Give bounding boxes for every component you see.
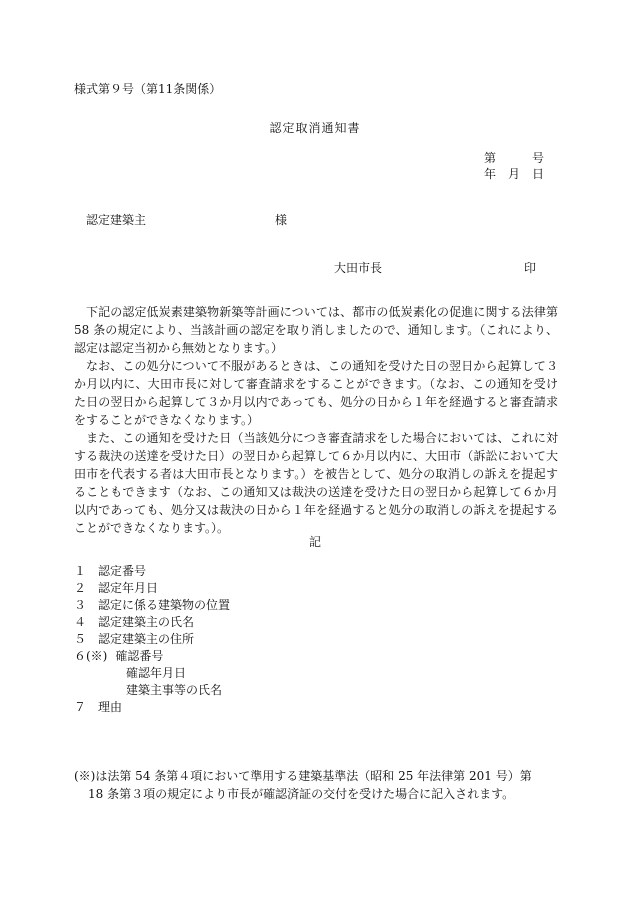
item-label: 建築主事等の氏名 [126, 683, 223, 697]
list-item [74, 563, 230, 580]
item-label: 理由 [98, 700, 123, 714]
document-number: 第 号 [484, 151, 545, 165]
document-title: 認定取消通知書 [269, 121, 361, 135]
list-item [74, 699, 230, 716]
seal-mark: 印 [524, 261, 537, 275]
addressee-label: 認定建築主 [86, 213, 147, 227]
footnote-line: 18 条第３項の規定により市長が確認済証の交付を受けた場合に記入されます。 [88, 787, 515, 801]
ki-heading: 記 [308, 535, 321, 549]
item-number: ５ [74, 632, 87, 646]
footnote [74, 767, 560, 803]
list-item [74, 665, 230, 682]
form-number: 様式第９号（第11条関係） [74, 82, 222, 96]
item-number: ４ [74, 615, 87, 629]
item-label: 確認番号 [115, 649, 164, 663]
list-item [74, 614, 230, 631]
list-item [74, 580, 230, 597]
notice-body [74, 303, 558, 537]
item-number: ７ [74, 700, 87, 714]
item-label: 認定建築主の住所 [98, 632, 195, 646]
item-label: 認定番号 [98, 564, 147, 578]
item-label: 確認年月日 [126, 666, 187, 680]
issuer-name: 大田市長 [334, 261, 383, 275]
notice-paragraph: 下記の認定低炭素建築物新築等計画については、都市の低炭素化の促進に関する法律第 58 条の規定により、当該計画の認定を取り消しましたので、通知します。（これにより、認定は認定当初から無効となります。） [74, 305, 558, 355]
addressee-honorific: 様 [275, 213, 288, 227]
item-number: ２ [74, 581, 87, 595]
item-label: 認定建築主の氏名 [98, 615, 195, 629]
item-number: １ [74, 564, 87, 578]
item-label: 認定年月日 [98, 581, 159, 595]
item-number: ３ [74, 598, 87, 612]
list-item [74, 597, 230, 614]
item-label: 認定に係る建築物の位置 [98, 598, 231, 612]
footnote-line: (※)は法第 54 条第４項において準用する建築基準法（昭和 25 年法律第 201 号）第 [74, 769, 532, 783]
list-item [74, 631, 230, 648]
document-date: 年 月 日 [484, 167, 545, 181]
notice-paragraph: なお、この処分について不服があるときは、この通知を受けた日の翌日から起算して３か月以内に、大田市長に対して審査請求をすることができます。（なお、この通知を受けた日の翌日から起算して３か月以内であっても、処分の日から１年を経過すると審査請求をすることができなくなります。） [74, 359, 558, 427]
list-item [74, 648, 230, 665]
notice-paragraph: また、この通知を受けた日（当該処分につき審査請求をした場合においては、これに対する裁決の送達を受けた日）の翌日から起算して６か月以内に、大田市（訴訟において大田市を代表する者は大田市長となります。）を被告として、処分の取消しの訴えを提起することもできます（なお、この通知又は裁決の送達を受けた日の翌日から起算して６か月以内であっても、処分又は裁決の日から１年を経過すると処分の取消しの訴えを提起することができなくなります。）。 [74, 431, 558, 535]
list-item [74, 682, 230, 699]
item-number: ６(※) [74, 649, 108, 663]
item-list [74, 563, 230, 716]
